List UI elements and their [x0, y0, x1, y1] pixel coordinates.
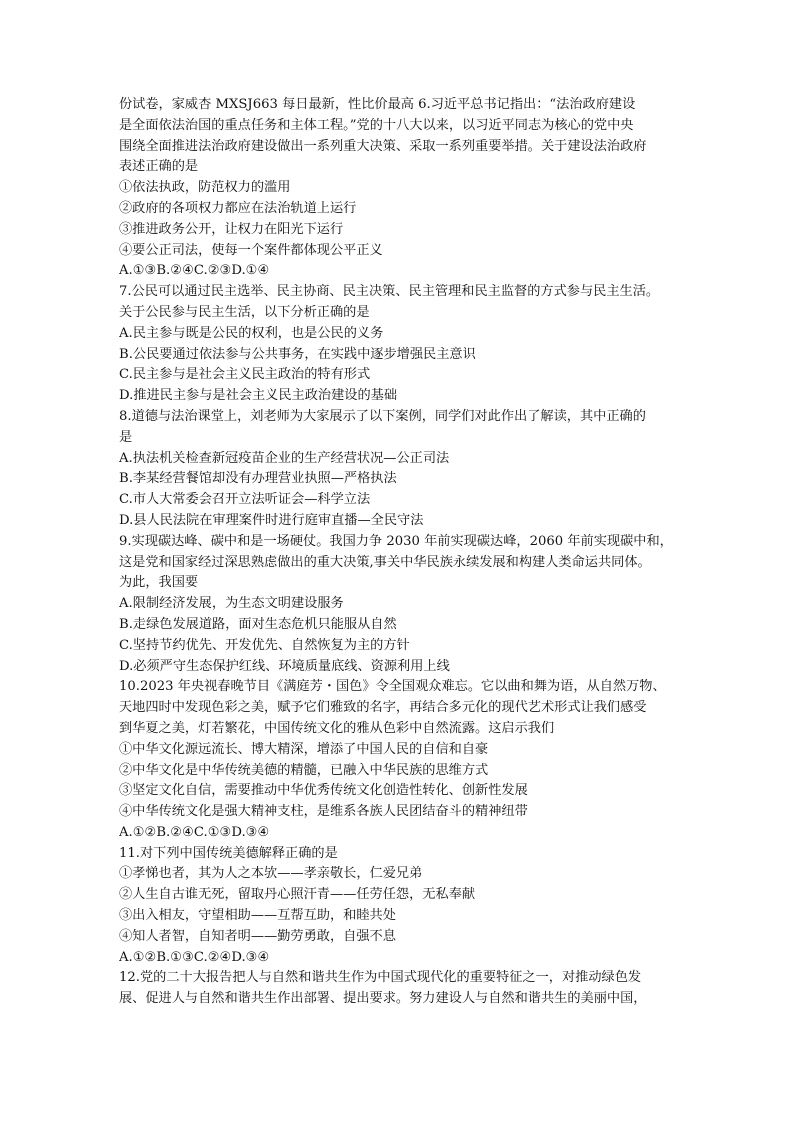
option-line: ②政府的各项权力都应在法治轨道上运行 — [119, 200, 357, 216]
option-d: D.推进民主参与是社会主义民主政治建设的基础 — [119, 388, 398, 404]
option-line: ②中华文化是中华传统美德的精髓，已融入中华民族的思维方式 — [119, 762, 489, 778]
option-line: ①中华文化源远流长、博大精深，增添了中国人民的自信和自豪 — [119, 741, 489, 757]
option-b: B.走绿色发展道路，面对生态危机只能服从自然 — [119, 616, 397, 632]
option-c: C.坚持节约优先、开发优先、自然恢复为主的方针 — [119, 637, 410, 653]
text-line: 是 — [119, 429, 133, 445]
text-line: 为此，我国要 — [119, 575, 199, 591]
question-10: 10.2023 年央视春晚节目《满庭芳・国色》令全国观众难忘。它以曲和舞为语，从自然万物、 — [119, 679, 666, 695]
option-d: D.县人民法院在审理案件时进行庭审直播—全民守法 — [119, 512, 424, 528]
option-b: B.李某经营餐馆却没有办理营业执照—严格执法 — [119, 471, 397, 487]
question-9: 9.实现碳达峰、碳中和是一场硬仗。我国力争 2030 年前实现碳达峰，2060 年前实现碳中和， — [119, 533, 673, 549]
text-line: 份试卷，家威杏 MXSJ663 每日最新，性比价最高 6.习近平总书记指出：“法治政府建设 — [119, 97, 636, 112]
option-line: ④中华传统文化是强大精神支柱，是维系各族人民团结奋斗的精神纽带 — [119, 804, 528, 820]
text-line: 围绕全面推进法治政府建设做出一系列重大决策、采取一系列重要举措。关于建设法治政府 — [119, 138, 647, 154]
option-b: B.公民要通过依法参与公共事务，在实践中逐步增强民主意识 — [119, 346, 476, 362]
question-8: 8.道德与法治课堂上，刘老师为大家展示了以下案例，同学们对此作出了解读，其中正确的 — [119, 408, 646, 424]
option-c: C.市人大常委会召开立法听证会—科学立法 — [119, 492, 371, 508]
option-line: ④知人者智，自知者明——勤劳勇敢，自强不息 — [119, 928, 396, 944]
option-line: ①孝悌也者，其为人之本欤——孝亲敬长，仁爱兄弟 — [119, 866, 423, 882]
question-11: 11.对下列中国传统美德解释正确的是 — [119, 845, 338, 861]
text-line: 表述正确的是 — [119, 159, 199, 175]
option-d: D.必须严守生态保护红线、环境质量底线、资源利用上线 — [119, 658, 450, 674]
text-line: 到华夏之美，灯若繁花，中国传统文化的雅从色彩中自然流露。这启示我们 — [119, 720, 555, 736]
answer-choices: A.①②B.②④C.①③D.③④ — [119, 824, 270, 840]
option-line: ④要公正司法，使每一个案件都体现公平正义 — [119, 242, 383, 258]
option-a: A.执法机关检查新冠疫苗企业的生产经营状况—公正司法 — [119, 450, 450, 466]
text-line: 这是党和国家经过深思熟虑做出的重大决策,事关中华民族永续发展和构建人类命运共同体。 — [119, 554, 651, 570]
document-body — [119, 95, 691, 1010]
option-line: ③出入相友，守望相助——互帮互助，和睦共处 — [119, 908, 396, 924]
answer-choices: A.①③B.②④C.②③D.①④ — [119, 263, 270, 279]
option-c: C.民主参与是社会主义民主政治的特有形式 — [119, 367, 371, 383]
question-7: 7.公民可以通过民主选举、民主协商、民主决策、民主管理和民主监督的方式参与民主生活。 — [119, 284, 660, 300]
text-line: 天地四时中发现色彩之美，赋予它们雅致的名字，再结合多元化的现代艺术形式让我们感受 — [119, 700, 647, 716]
option-line: ①依法执政，防范权力的滥用 — [119, 180, 291, 196]
text-line: 关于公民参与民主生活，以下分析正确的是 — [119, 304, 370, 320]
text-line: 展、促进人与自然和谐共生作出部署、提出要求。努力建设人与自然和谐共生的美丽中国， — [119, 991, 647, 1007]
text-line: 是全面依法治国的重点任务和主体工程。”党的十八大以来，以习近平同志为核心的党中央 — [119, 117, 634, 133]
option-a: A.民主参与既是公民的权利，也是公民的义务 — [119, 325, 384, 341]
option-line: ③坚定文化自信，需要推动中华优秀传统文化创造性转化、创新性发展 — [119, 783, 528, 799]
answer-choices: A.①②B.①③C.②④D.③④ — [119, 949, 270, 965]
question-12: 12.党的二十大报告把人与自然和谐共生作为中国式现代化的重要特征之一，对推动绿色发 — [119, 970, 642, 986]
option-a: A.限制经济发展，为生态文明建设服务 — [119, 596, 344, 612]
option-line: ②人生自古谁无死，留取丹心照汗青——任劳任怨，无私奉献 — [119, 887, 476, 903]
option-line: ③推进政务公开，让权力在阳光下运行 — [119, 221, 344, 237]
